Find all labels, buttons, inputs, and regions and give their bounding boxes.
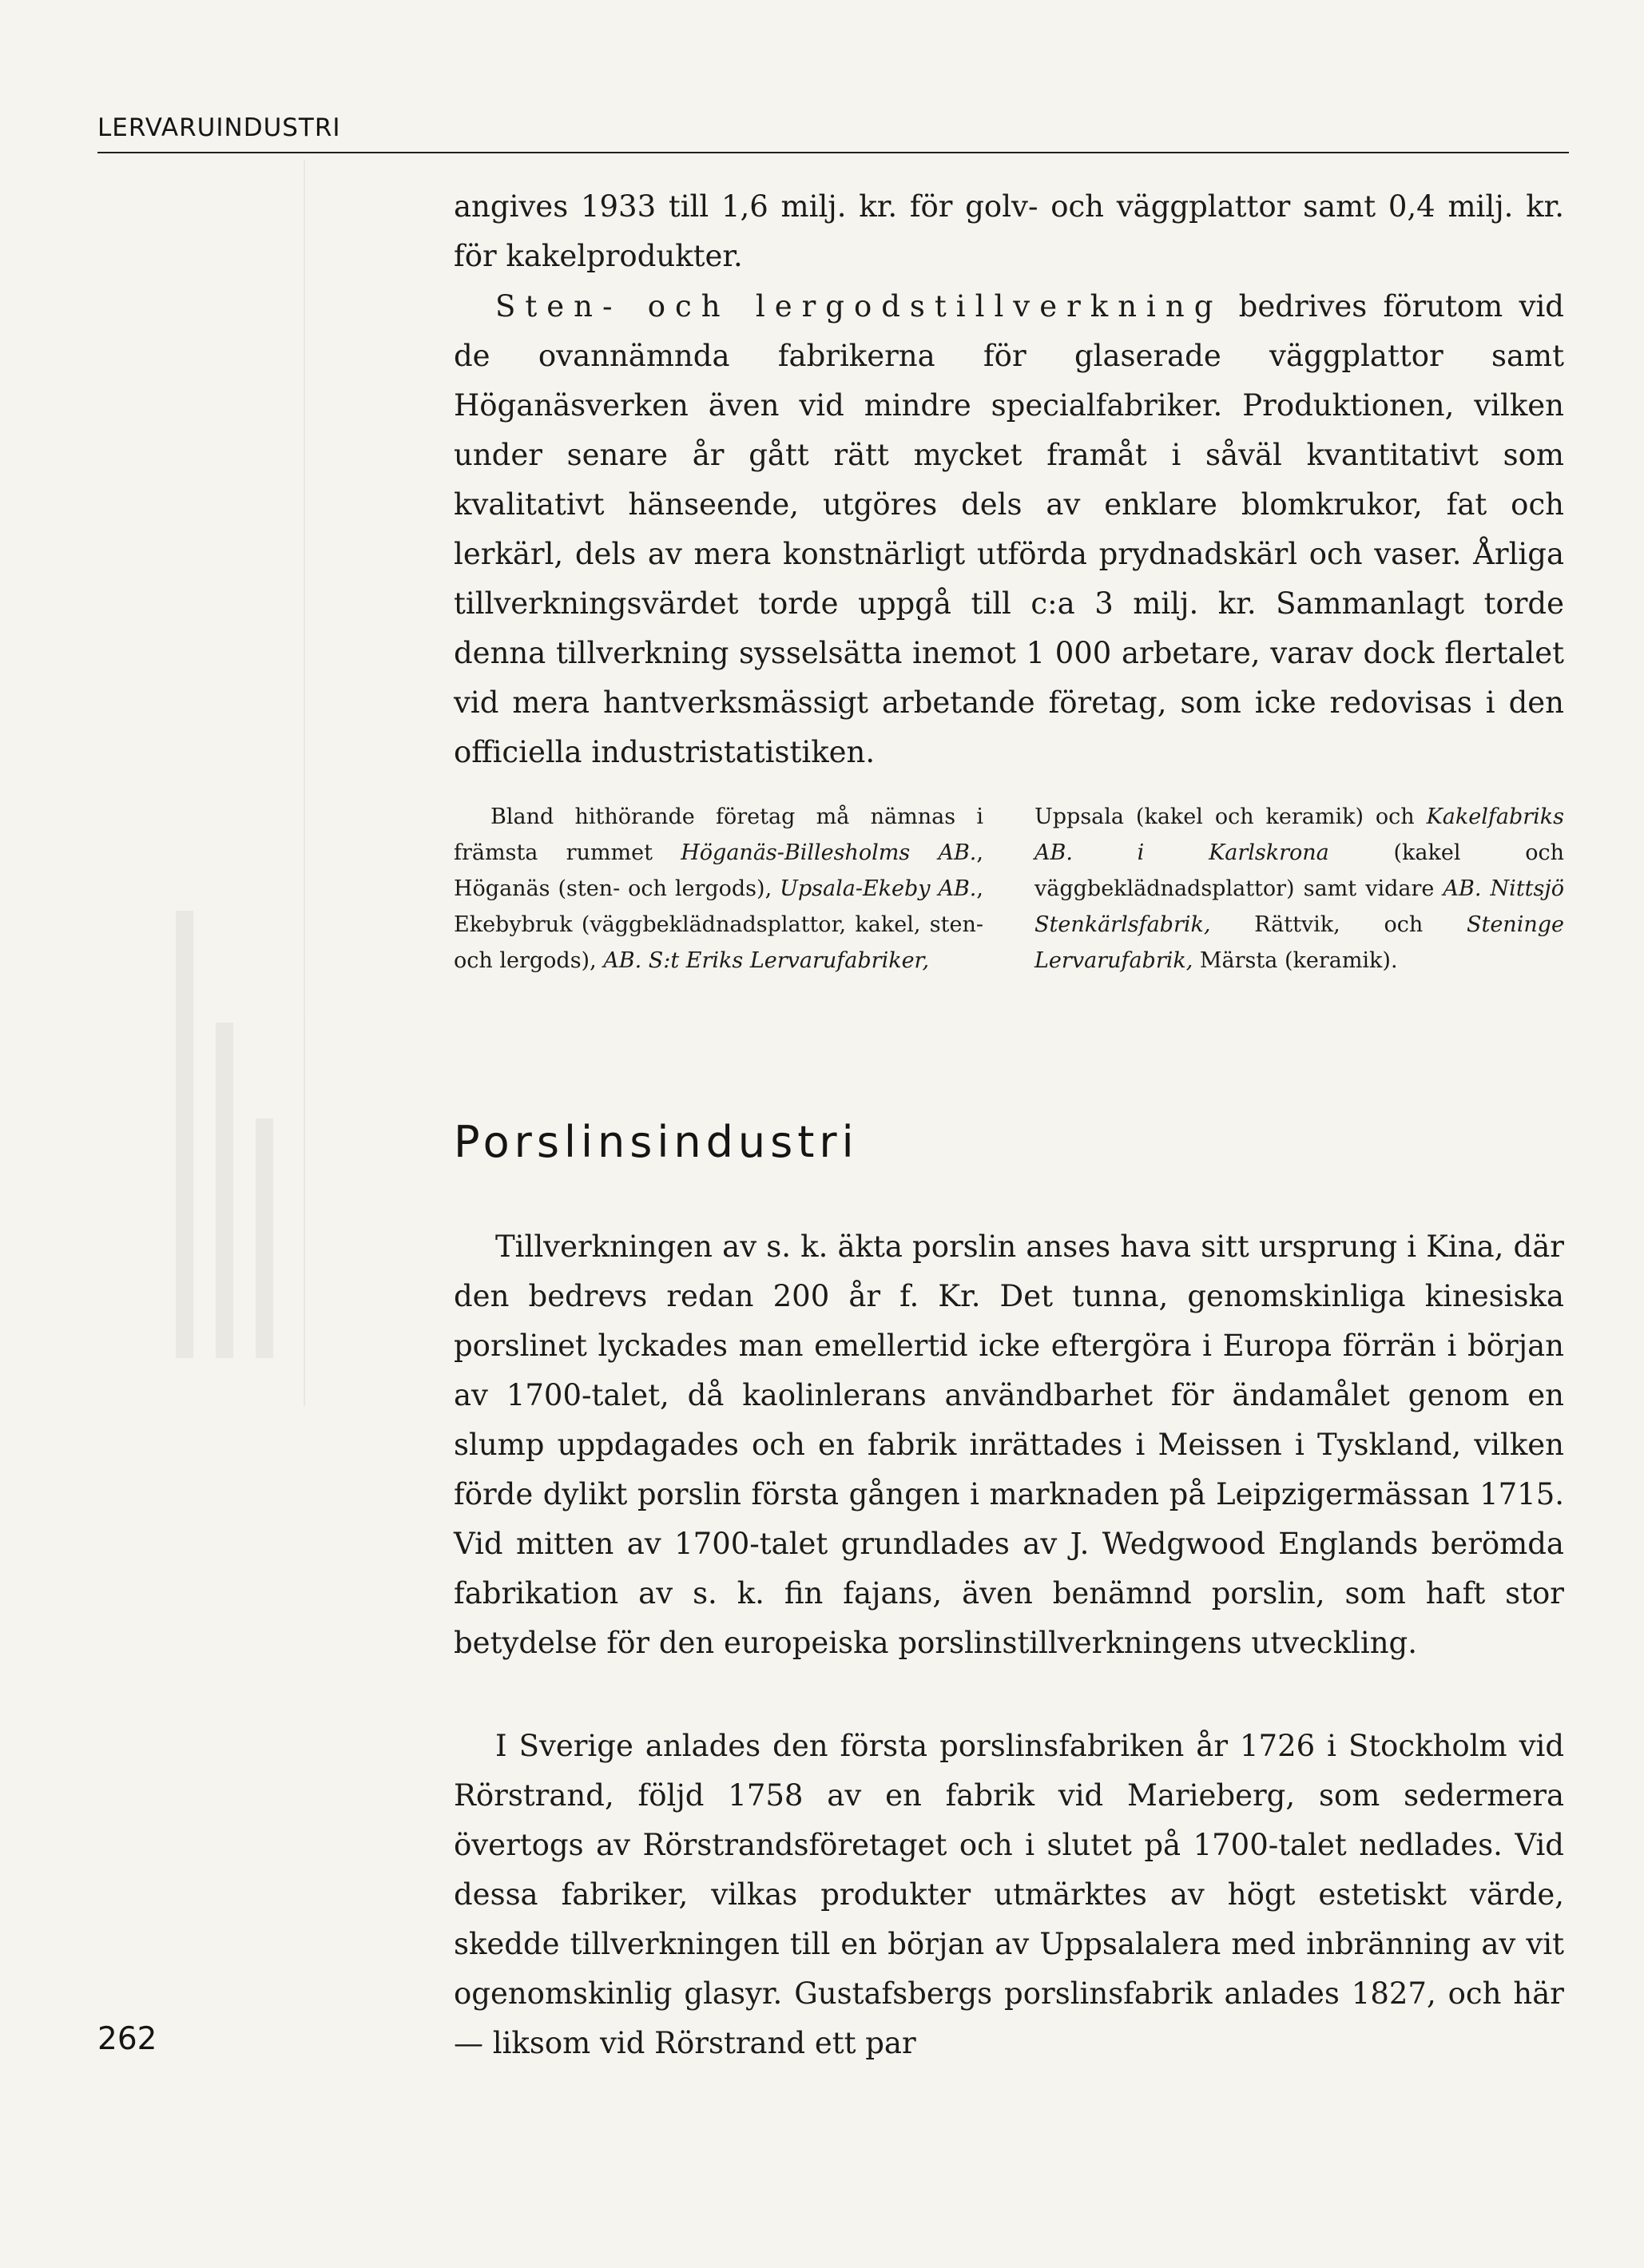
header-rule [97, 152, 1569, 153]
small-print-right-column [1034, 799, 1564, 979]
paragraph-3-text: Tillverkningen av s. k. äkta porslin anses hava sitt ursprung i Kina, där den bedrevs redan 200 år f. Kr. Det tunna, genomskinliga kinesiska porslinet lyckades man emellertid icke eftergöra i Europa förrän i början av 1700-talet, då kaolinlerans användbarhet för ändamålet genom en slump uppdagades och en fabrik inrättades i Meissen i Tyskland, vilken förde dylikt porslin första gången i marknaden på Leipzigermässan 1715. Vid mitten av 1700-talet grundlades av J. Wedgwood Englands berömda fabrikation av s. k. fin fajans, även benämnd porslin, som haft stor betydelse för den europeiska porslinstillverkningens utveckling. [454, 1229, 1564, 1660]
company-name: Kakelfabriks AB. i Karlskrona [1034, 804, 1564, 865]
company-name: Upsala-Ekeby AB. [780, 876, 977, 901]
paragraph-3 [454, 1222, 1564, 1668]
company-name: AB. Nittsjö Stenkärlsfabrik, [1034, 876, 1564, 937]
spaced-term: Sten- och lergodstillverkning [495, 289, 1223, 324]
small-print-run: , Ekebybruk (väggbeklädnadsplattor, kakel, sten- och lergods), [454, 876, 983, 973]
small-print-run: Märsta (keramik). [1193, 948, 1398, 973]
paragraph-2-rest: bedrives förutom vid de ovannämnda fabrikerna för glaserade väggplattor samt Höganäsverken även vid mindre specialfabriker. Produktionen, vilken under senare år gått rätt mycket framåt i såväl kvantitativt som kvalitativt hänseende, utgöres dels av enklare blomkrukor, fat och lerkärl, dels av mera konstnärligt utförda prydnadskärl och vaser. Årliga tillverkningsvärdet torde uppgå till c:a 3 milj. kr. Sammanlagt torde denna tillverkning sysselsätta inemot 1 000 arbetare, varav dock flertalet vid mera hantverksmässigt arbetande företag, som icke redovisas i den officiella industristatistiken. [454, 289, 1564, 769]
small-print-run: , Höganäs (sten- och lergods), [454, 840, 983, 901]
paragraph-2-text [454, 282, 1564, 777]
company-name: Steninge Lervarufabrik, [1034, 912, 1564, 973]
ghost-bar [176, 911, 193, 1358]
small-print-run: (kakel och väggbeklädnadsplattor) samt vidare [1034, 840, 1564, 901]
paragraph-4 [454, 1722, 1564, 2068]
ghost-bar [216, 1023, 233, 1358]
small-print-left-column [454, 799, 983, 979]
page-number: 262 [97, 2021, 157, 2057]
paragraph-1 [454, 182, 1564, 281]
company-name: AB. S:t Eriks Lervarufabriker, [603, 948, 930, 973]
section-heading: Porslinsindustri [454, 1117, 859, 1167]
ghost-bar [256, 1118, 273, 1358]
paragraph-2 [454, 282, 1564, 777]
small-print-columns [454, 799, 1564, 979]
small-print-run: Bland hithörande företag må nämnas i främsta rummet [454, 804, 983, 865]
running-head: LERVARUINDUSTRI [97, 113, 341, 142]
paragraph-1-text: angives 1933 till 1,6 milj. kr. för golv- och väggplattor samt 0,4 milj. kr. för kakelprodukter. [454, 189, 1564, 273]
show-through-ghost [112, 160, 305, 1406]
paragraph-4-text: I Sverige anlades den första porslinsfabriken år 1726 i Stockholm vid Rörstrand, följd 1758 av en fabrik vid Marieberg, som sedermera övertogs av Rörstrandsföretaget och i slutet på 1700-talet nedlades. Vid dessa fabriker, vilkas produkter utmärktes av högt estetiskt värde, skedde tillverkningen till en början av Uppsalalera med inbränning av vit ogenomskinlig glasyr. Gustafsbergs porslinsfabrik anlades 1827, och här — liksom vid Rörstrand ett par [454, 1729, 1564, 2060]
small-print-run: Rättvik, och [1210, 912, 1467, 937]
small-print-text-cont [1034, 799, 1564, 979]
company-name: Höganäs-Billesholms AB. [681, 840, 977, 865]
small-print-text [454, 799, 983, 979]
small-print-run: Uppsala (kakel och keramik) och [1034, 804, 1427, 829]
